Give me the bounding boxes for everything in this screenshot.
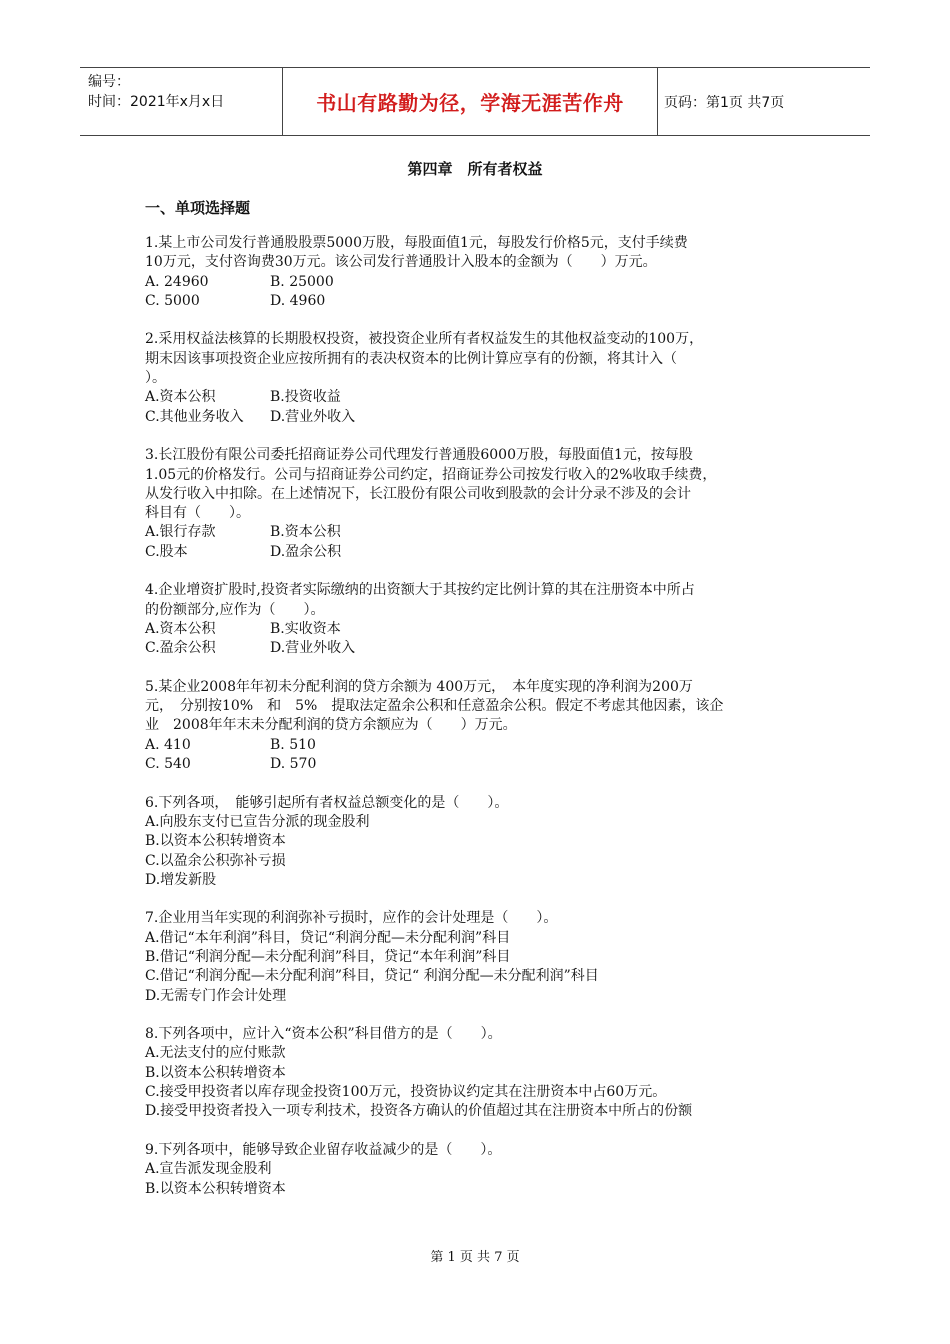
- option-row: [145, 1064, 815, 1083]
- question-text-line: 期末因该事项投资企业应按所拥有的表决权资本的比例计算应享有的份额，将其计入（: [145, 350, 677, 367]
- answer-option: A.无法支付的应付账款: [145, 1045, 286, 1062]
- option-row: [145, 1160, 815, 1179]
- answer-option: B.以资本公积转增资本: [145, 1180, 286, 1197]
- question-item: [145, 909, 815, 1005]
- option-row: [145, 987, 815, 1006]
- question-text-line: 1.某上市公司发行普通股股票5000万股，每股面值1元，每股发行价格5元，支付手续费: [145, 235, 688, 251]
- chapter-title: 第四章 所有者权益: [407, 160, 543, 178]
- question-item: [145, 1141, 815, 1199]
- page-header: [80, 67, 870, 136]
- answer-option: D.增发新股: [145, 871, 217, 888]
- option-row: [145, 1044, 815, 1063]
- answer-option: B.实收资本: [270, 620, 341, 637]
- answer-option: A.资本公积: [145, 620, 216, 637]
- question-text-line: 7.企业用当年实现的利润弥补亏损时，应作的会计处理是（ ）。: [145, 910, 558, 927]
- option-row: [145, 620, 815, 639]
- question-item: [145, 581, 815, 658]
- answer-option: D.盈余公积: [270, 543, 342, 560]
- answer-option: D.接受甲投资者投入一项专利技术，投资各方确认的价值超过其在注册资本中所占的份额: [145, 1103, 693, 1120]
- option-row: [145, 408, 815, 427]
- option-row: [145, 852, 815, 871]
- answer-option: B.以资本公积转增资本: [145, 1064, 286, 1081]
- question-text-line: 4.企业增资扩股时,投资者实际缴纳的出资额大于其按约定比例计算的其在注册资本中所占: [145, 582, 695, 599]
- option-row: [145, 273, 815, 292]
- question-text-line: 2.采用权益法核算的长期股权投资，被投资企业所有者权益发生的其他权益变动的100万，: [145, 331, 704, 348]
- question-text-line: 9.下列各项中，能够导致企业留存收益减少的是（ ）。: [145, 1141, 502, 1158]
- answer-option: A. 410: [145, 736, 191, 753]
- question-item: [145, 234, 815, 311]
- answer-option: C. 5000: [145, 292, 200, 309]
- answer-option: C.接受甲投资者以库存现金投资100万元，投资协议约定其在注册资本中占60万元。: [145, 1084, 667, 1101]
- question-text-line: 6.下列各项， 能够引起所有者权益总额变化的是（ ）。: [145, 794, 509, 811]
- answer-option: D. 570: [270, 756, 317, 773]
- answer-option: D.营业外收入: [270, 640, 356, 657]
- option-row: [145, 1083, 815, 1102]
- question-text-line: 5.某企业2008年年初未分配利润的贷方余额为 400万元， 本年度实现的净利润为200万: [145, 678, 693, 695]
- question-text-line: 科目有（ ）。: [145, 505, 250, 522]
- option-row: [145, 813, 815, 832]
- header-date: 时间：2021年x月x日: [88, 94, 225, 110]
- question-text-line: 1.05元的价格发行。公司与招商证券公司约定，招商证券公司按发行收入的2%收取手续费，: [145, 466, 717, 483]
- question-item: [145, 446, 815, 562]
- answer-option: B. 25000: [270, 273, 334, 290]
- question-text-line: 3.长江股份有限公司委托招商证券公司代理发行普通股6000万股，每股面值1元，按每股: [145, 447, 693, 464]
- answer-option: C.以盈余公积弥补亏损: [145, 852, 286, 869]
- answer-option: A.银行存款: [145, 524, 216, 541]
- option-row: [145, 967, 815, 986]
- option-row: [145, 543, 815, 562]
- option-row: [145, 388, 815, 407]
- answer-option: D.无需专门作会计处理: [145, 987, 287, 1004]
- answer-option: C.盈余公积: [145, 640, 216, 657]
- option-row: [145, 1102, 815, 1121]
- option-row: [145, 832, 815, 851]
- answer-option: A.宣告派发现金股利: [145, 1161, 272, 1178]
- option-row: [145, 1180, 815, 1199]
- answer-option: C.其他业务收入: [145, 408, 244, 425]
- option-row: [145, 929, 815, 948]
- answer-option: C. 540: [145, 756, 191, 773]
- answer-option: A.借记“本年利润”科目，贷记“利润分配—未分配利润”科目: [145, 929, 511, 946]
- question-text-line: ）。: [145, 370, 166, 387]
- header-meta: [80, 68, 283, 135]
- answer-option: B.投资收益: [270, 389, 341, 406]
- question-text-line: 从发行收入中扣除。在上述情况下，长江股份有限公司收到股款的会计分录不涉及的会计: [145, 485, 691, 502]
- answer-option: D. 4960: [270, 292, 326, 309]
- question-text-line: 的份额部分,应作为（ ）。: [145, 601, 325, 618]
- answer-option: B.借记“利润分配—未分配利润”科目，贷记“本年利润”科目: [145, 948, 511, 965]
- option-row: [145, 292, 815, 311]
- option-row: [145, 871, 815, 890]
- answer-option: A.资本公积: [145, 389, 216, 406]
- option-row: [145, 523, 815, 542]
- answer-option: A. 24960: [145, 273, 209, 290]
- option-row: [145, 639, 815, 658]
- question-item: [145, 794, 815, 890]
- answer-option: B.以资本公积转增资本: [145, 833, 286, 850]
- answer-option: A.向股东支付已宣告分派的现金股利: [145, 813, 370, 830]
- question-text-line: 元， 分别按10% 和 5% 提取法定盈余公积和任意盈余公积。假定不考虑其他因素，该企: [145, 698, 724, 715]
- page-footer: 第 1 页 共 7 页: [430, 1250, 520, 1265]
- section-title: 一、单项选择题: [145, 199, 251, 217]
- answer-option: C.股本: [145, 543, 188, 560]
- answer-option: B. 510: [270, 736, 316, 753]
- option-row: [145, 755, 815, 774]
- question-text-line: 8.下列各项中，应计入“资本公积”科目借方的是（ ）。: [145, 1026, 502, 1043]
- option-row: [145, 736, 815, 755]
- question-list: [145, 234, 815, 1218]
- answer-option: D.营业外收入: [270, 408, 356, 425]
- question-text-line: 10万元，支付咨询费30万元。该公司发行普通股计入股本的金额为（ ）万元。: [145, 254, 657, 271]
- question-item: [145, 1025, 815, 1121]
- header-number-label: 编号：: [88, 74, 130, 90]
- question-text-line: 业 2008年年末未分配利润的贷方余额应为（ ）万元。: [145, 717, 517, 734]
- answer-option: B.资本公积: [270, 524, 341, 541]
- answer-option: C.借记“利润分配—未分配利润”科目，贷记“ 利润分配—未分配利润”科目: [145, 968, 599, 985]
- option-row: [145, 948, 815, 967]
- header-page-info: 页码：第1页 共7页: [664, 94, 785, 111]
- question-item: [145, 330, 815, 426]
- question-item: [145, 678, 815, 774]
- header-motto: 书山有路勤为径，学海无涯苦作舟: [283, 68, 658, 135]
